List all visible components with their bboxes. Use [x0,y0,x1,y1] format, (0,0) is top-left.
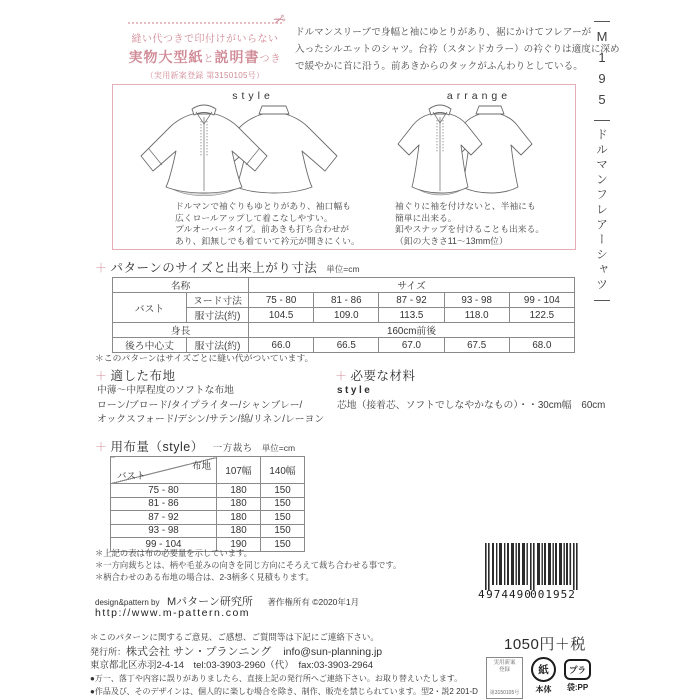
arrange-illustration [385,99,560,199]
divider [594,21,610,22]
style-desc-line: ドルマンで袖ぐりもゆとりがあり、袖口幅も [175,201,351,211]
no-marking-badge [128,10,289,89]
fabric-line: 中薄～中厚程度のソフトな布地 [97,385,234,396]
usage-section-title: 用布量（style） [110,440,204,454]
col-header-140: 140幅 [261,457,305,484]
pattern-number: M195 [594,29,610,113]
certification-marks [486,657,591,699]
plus-icon: ＋ [335,369,348,383]
table-row [111,457,305,484]
table-row [113,323,575,338]
bust-label: バスト [113,293,187,323]
height-value: 160cm前後 [249,323,575,338]
product-description [295,24,620,75]
materials-style-label: style [337,385,373,396]
website-url: http://www.m-pattern.com [95,607,251,619]
publisher-email: info@sun-planning.jp [283,646,383,658]
one-way-cut-note: 一方裁ち [212,443,253,454]
publisher-info [90,631,478,698]
size-range: 75 - 80 [249,293,314,308]
paper-mark-label: 本体 [535,685,552,694]
style-illustration [129,99,379,199]
size-section-title: パターンのサイズと出来上がり寸法 [110,261,318,275]
paper-recycle-mark [531,657,556,695]
usage-140: 150 [261,497,305,511]
plus-icon: ＋ [95,440,108,454]
usage-107: 180 [217,497,261,511]
size-range: 87 - 92 [379,293,444,308]
usage-107: 180 [217,511,261,525]
arrange-desc-line: 釦やスナップを付けることも出来る。 [395,224,545,234]
footer-note-2: ●作品及び、そのデザインは、個人的に楽しむ場合を除き、制作、販売を禁じられています。型2・説2 201-D [90,686,478,696]
badge-line2-kanji2: 説明書 [214,49,260,65]
barcode [477,541,585,606]
back-garment-label: 服寸法(約) [187,338,249,353]
usage-107: 190 [217,538,261,552]
divider [594,120,610,121]
badge-registration: （実用新案登録 第3150105号） [145,71,265,80]
bust-value: 113.5 [379,308,444,323]
bust-value: 104.5 [249,308,314,323]
badge-line2-kanji1: 実物大型紙 [128,49,204,65]
height-label: 身長 [113,323,249,338]
back-length-value: 66.5 [314,338,379,353]
badge-line2 [128,47,282,67]
bust-range: 93 - 98 [111,524,217,538]
plastic-mark-label: 袋:PP [566,683,589,692]
usage-note-line: ＊柄合わせのある布地の場合は、2-3柄多く見積もります。 [95,572,314,582]
plus-icon: ＋ [95,261,108,275]
usage-107: 180 [217,524,261,538]
style-desc-line: あり、釦無しでも着ていて衿元が開きにくい。 [175,235,360,246]
arrange-desc-line: 簡単に出来る。 [395,212,457,223]
bust-range: 75 - 80 [111,484,217,498]
back-length-value: 66.0 [249,338,314,353]
materials-line [337,399,605,414]
bust-value: 122.5 [509,308,574,323]
usage-unit-note: 単位=cm [261,443,296,453]
back-length-value: 67.5 [444,338,509,353]
table-row [111,524,305,538]
diagonal-header-cell [111,457,217,484]
bust-range: 81 - 86 [111,497,217,511]
usage-140: 150 [261,511,305,525]
usage-note-line: ＊上記の表は布の必要量を示しています。 [95,548,252,558]
bust-value: 118.0 [444,308,509,323]
bust-range: 87 - 92 [111,511,217,525]
garment-label: 服寸法(約) [187,308,249,323]
footer-note-1: ●万一、落丁や内容に誤りがありましたら、直接上記の発行所へご連絡下さい。お取り替えいたします。 [90,674,463,683]
description-line: ドルマンスリーブで身幅と袖にゆとりがあり、裾にかけてフレアーが [295,27,592,38]
size-header: サイズ [249,278,575,293]
description-line: で緩やかに首に沿う。前あきからのタックがふんわりとしている。 [295,61,583,72]
plastic-recycle-icon: プラ [564,659,591,680]
contact-note: ＊このパターンに関するご意見、ご感想、ご質問等は下記にご連絡下さい。 [90,632,379,642]
price: 1050円＋税 [504,636,586,653]
paper-recycle-icon: 紙 [531,657,556,682]
usage-107: 180 [217,484,261,498]
publisher-address: 東京都北区赤羽2-4-14 tel:03-3903-2960（代） fax:03-3903-2964 [90,660,374,671]
back-length-value: 68.0 [509,338,574,353]
table-row [111,484,305,498]
illustration-panel [112,84,576,250]
fabric-axis-label: 布地 [191,461,211,472]
style-caption: style [232,90,274,102]
materials-section-title: 必要な材料 [350,369,416,383]
name-header: 名称 [113,278,249,293]
fabric-line: ローン/ブロード/タイプライター/シャンブレー/ [97,399,303,411]
description-line: 入ったシルエットのシャツ。台衿（スタンドカラー）の衿ぐりは適度に深め [295,44,620,55]
bust-axis-label: バスト [117,471,146,482]
barcode-digits-right: 001952 [530,588,576,601]
table-row [113,293,575,308]
barcode-digit-lead: 4 [478,588,485,601]
arrange-desc-line: 袖ぐりに袖を付けないと、半袖にも [395,201,536,211]
plastic-recycle-mark [564,657,591,693]
usage-notes [95,547,401,583]
fabric-list [97,384,324,428]
usage-140: 150 [261,484,305,498]
copyright-note: 著作権所有 ©2020年1月 [267,597,360,607]
badge-line2-kana1: と [203,54,215,65]
table-row [111,497,305,511]
size-table-note: ＊このパターンはサイズごとに縫い代がついています。 [95,353,314,363]
studio-name: Mパターン研究所 [166,596,253,608]
pattern-name: ドルマンフレアーシャツ [594,128,609,293]
credit-prefix: design&pattern by [95,598,160,607]
publisher-name: 株式会社 サン・プランニング [126,646,272,658]
size-table [112,277,575,353]
materials-section-heading [335,366,416,384]
divider [594,300,610,301]
bust-value: 109.0 [314,308,379,323]
arrange-desc-line: （釦の大きさ11～13mm位） [395,235,508,246]
plus-icon: ＋ [95,369,108,383]
back-length-value: 67.0 [379,338,444,353]
table-row [113,278,575,293]
badge-line1: 縫い代つきで印付けがいらない [131,34,279,45]
fabric-section-title: 適した布地 [110,369,176,383]
usage-note-line: ＊一方向裁ちとは、柄や毛並みの向きを同じ方向にそろえて裁ち合わせる事です。 [95,560,402,570]
pattern-title-vertical [588,14,616,308]
badge-line2-kana2: つき [259,54,282,65]
col-header-107: 107幅 [217,457,261,484]
usage-section-heading [95,437,295,455]
style-desc-line: プルオーバータイプ。前あきも打ち合わせが [175,224,350,234]
usage-140: 150 [261,524,305,538]
table-row [111,511,305,525]
arrange-description [395,201,544,247]
utility-model-line1: 実用新案 [493,660,516,666]
publisher-line [90,644,478,659]
barcode-digits-left: 974490 [486,588,532,601]
style-desc-line: 広くロールアップして着こなしやすい。 [175,212,333,223]
utility-model-number: 第3150105号 [489,690,520,696]
utility-model-line2: 登録 [498,667,510,673]
usage-140: 150 [261,538,305,552]
publisher-prefix: 発行所： [90,647,127,657]
fabric-line: オックスフォード/デシン/サテン/綿/リネン/レーヨン [97,414,325,425]
size-range: 81 - 86 [314,293,379,308]
fabric-usage-table [110,456,305,552]
size-unit-note: 単位=cm [326,264,360,274]
nude-label: ヌード寸法 [187,293,249,308]
size-range: 93 - 98 [444,293,509,308]
arrange-caption: arrange [446,90,512,102]
bust-range: 99 - 104 [111,538,217,552]
size-section-heading [95,258,360,276]
fabric-section-heading [95,366,176,384]
scissors-icon: ✂ [271,10,289,31]
style-description [175,201,360,247]
size-range: 99 - 104 [509,293,574,308]
back-length-label: 後ろ中心丈 [113,338,187,353]
utility-model-box [486,657,523,699]
interfacing-requirement: 芯地（接着芯、ソフトでしなやかなもの）・・30cm幅 60cm [337,400,606,411]
